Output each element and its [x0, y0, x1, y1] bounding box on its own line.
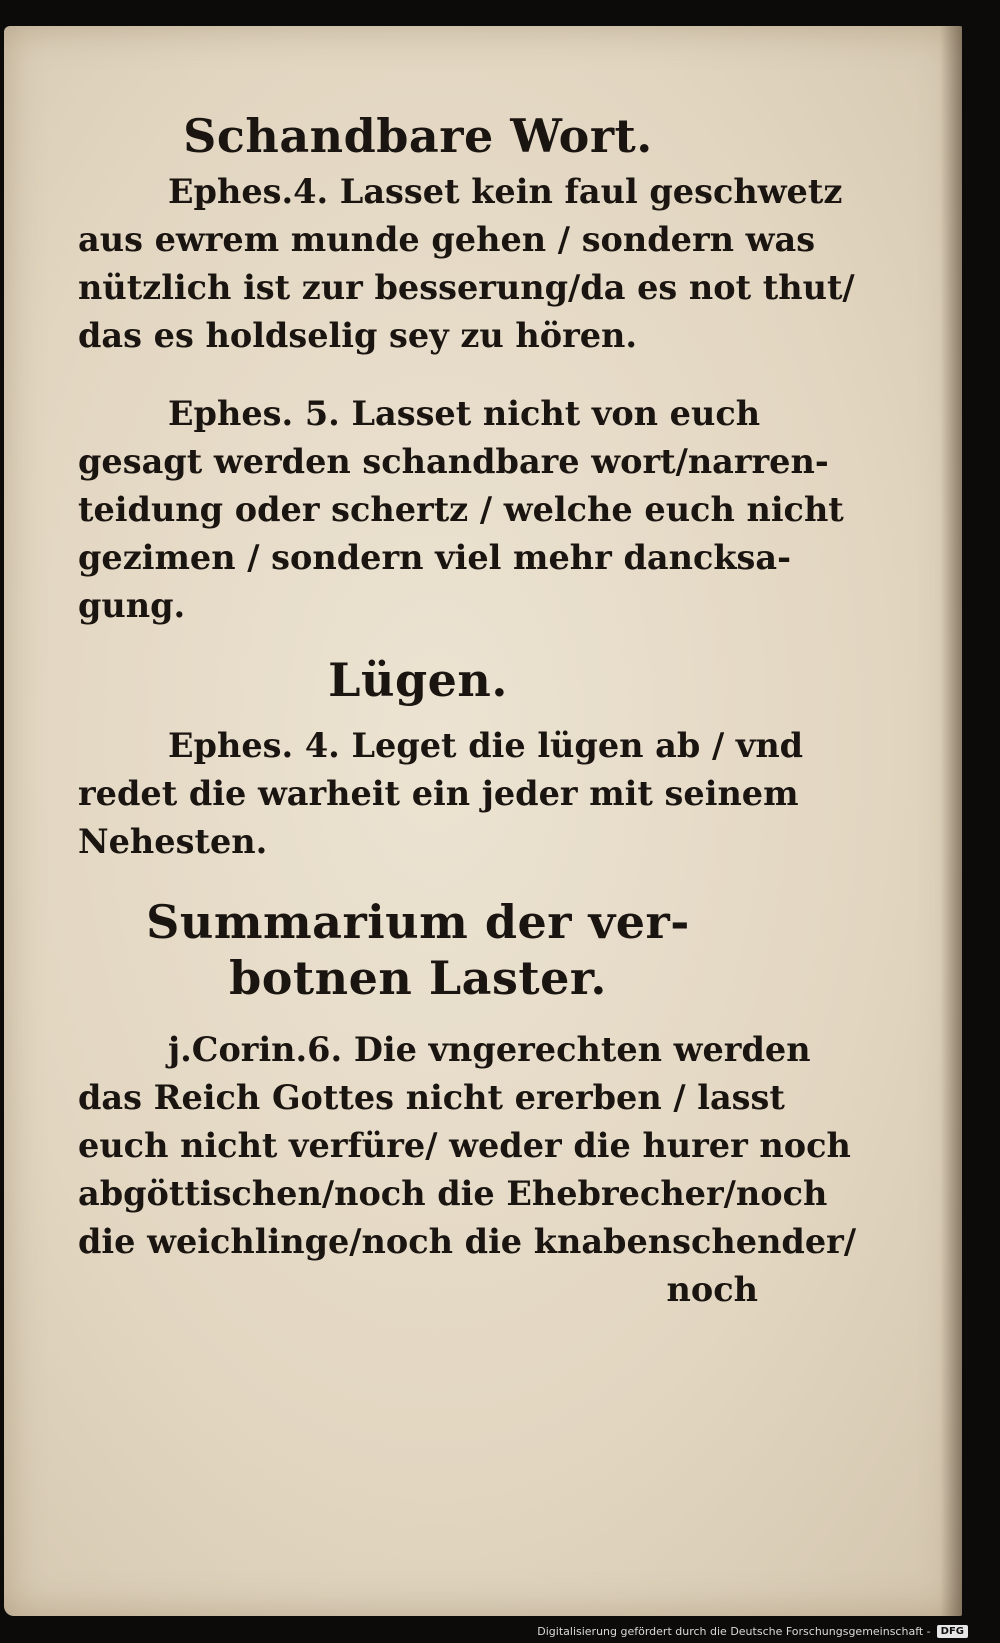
paragraph: [78, 390, 844, 630]
footer-credit: Digitalisierung gefördert durch die Deutsche Forschungsgemeinschaft -: [537, 1625, 931, 1638]
page-text: [78, 100, 857, 1314]
text-line: das Reich Gottes nicht ererben / lasst: [78, 1078, 785, 1117]
text-line: abgöttischen/noch die Ehebrecher/noch: [78, 1174, 828, 1213]
text-line: gezimen / sondern viel mehr dancksa-: [78, 538, 792, 577]
text-line: aus ewrem munde gehen / sondern was: [78, 220, 816, 259]
dfg-logo: DFG: [937, 1625, 968, 1638]
heading-line: botnen Laster.: [229, 951, 607, 1005]
text-line: Ephes.4. Lasset kein faul geschwetz: [168, 172, 843, 211]
text-line: nützlich ist zur besserung/da es not thut/: [78, 268, 855, 307]
paragraph: [78, 722, 804, 866]
text-line: Ephes. 5. Lasset nicht von euch: [168, 394, 761, 433]
digitization-footer: [537, 1625, 968, 1638]
text-line: redet die warheit ein jeder mit seinem: [78, 774, 799, 813]
paragraph: [78, 168, 855, 360]
text-line: euch nicht verfüre/ weder die hurer noch: [78, 1126, 851, 1165]
text-line: gesagt werden schandbare wort/narren-: [78, 442, 829, 481]
page-edge-shadow: [940, 26, 962, 1616]
catchword: noch: [666, 1270, 758, 1309]
paragraph: [78, 1026, 857, 1314]
text-line: die weichlinge/noch die knabenschender/: [78, 1222, 857, 1261]
text-line: Nehesten.: [78, 822, 268, 861]
text-line: j.Corin.6. Die vngerechten werden: [168, 1030, 811, 1069]
section-heading: Schandbare Wort.: [183, 109, 653, 163]
text-line: Ephes. 4. Leget die lügen ab / vnd: [168, 726, 804, 765]
heading-line: Summarium der ver-: [146, 895, 690, 949]
text-line: das es holdselig sey zu hören.: [78, 316, 638, 355]
section-heading: [78, 894, 758, 1006]
text-line: teidung oder schertz / welche euch nicht: [78, 490, 844, 529]
section-heading: Lügen.: [328, 653, 508, 707]
text-line: gung.: [78, 586, 186, 625]
